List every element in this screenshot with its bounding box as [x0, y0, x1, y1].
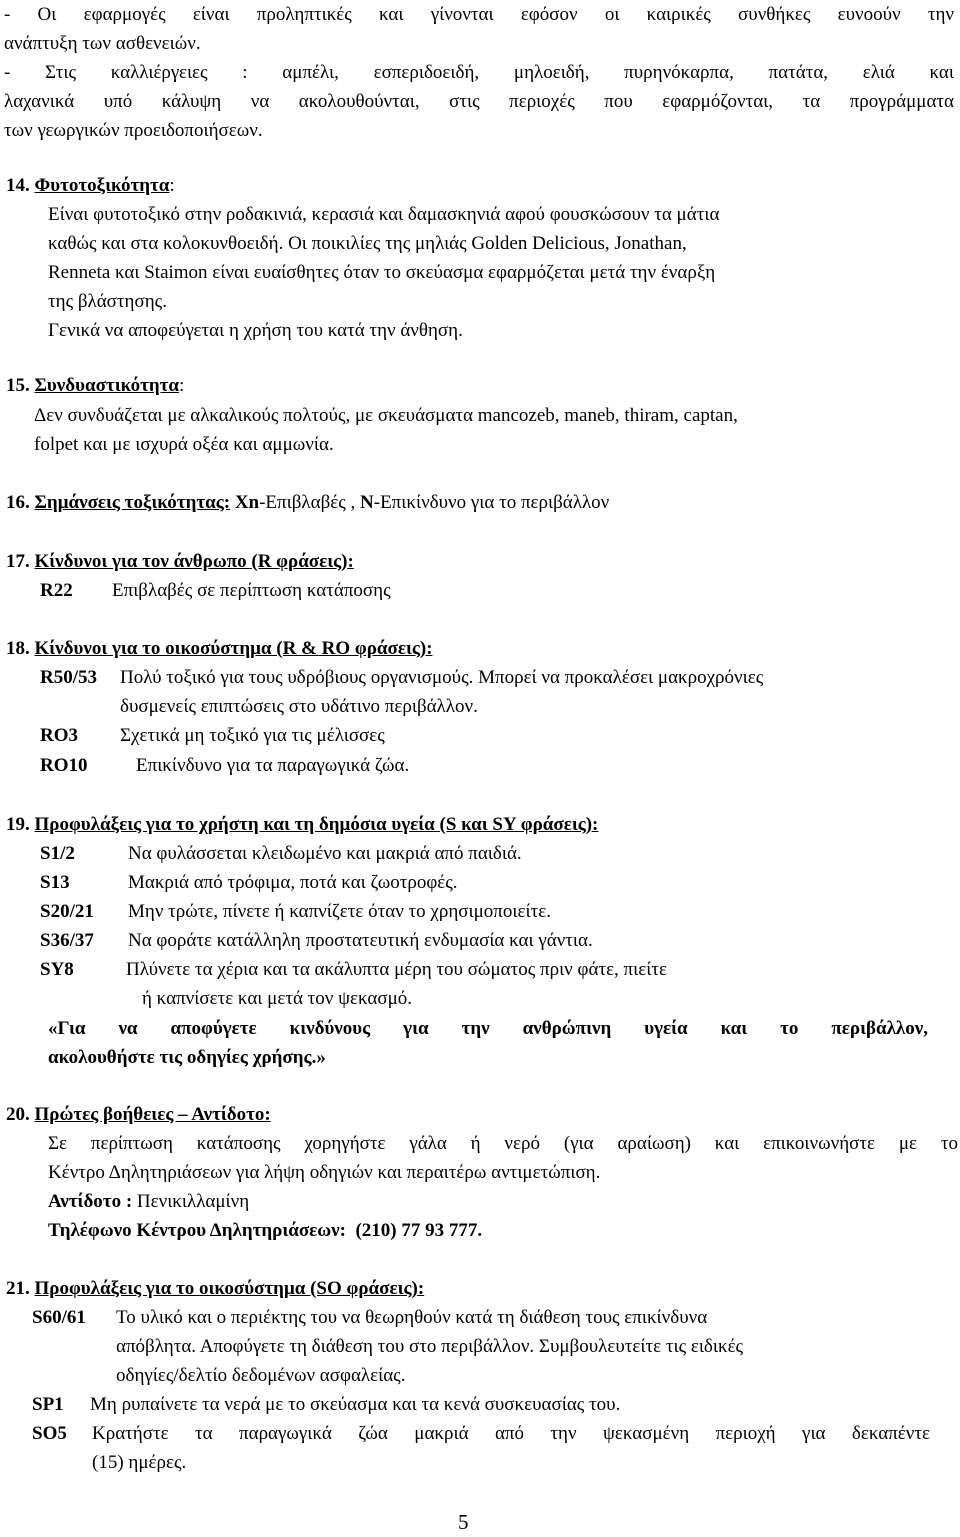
phrase-code: R22	[40, 580, 73, 601]
section-19-phrase	[40, 839, 522, 868]
section-19-phrase	[40, 955, 667, 984]
antidote-label: Αντίδοτο :	[48, 1191, 133, 1212]
phrase-code: S20/21	[40, 901, 94, 922]
page-number: 5	[458, 1510, 469, 1534]
section-21-s6061-line-3: οδηγίες/δελτίο δεδομένων ασφαλείας.	[116, 1365, 406, 1386]
phrase-code: R50/53	[40, 667, 97, 688]
section-21-so5-cont: (15) ημέρες.	[92, 1452, 187, 1473]
antidote-value: Πενικιλλαμίνη	[132, 1191, 250, 1212]
phrase-text: Κρατήστε τα παραγωγικά ζώα μακριά από την ψεκασμένη περιοχή για δεκαπέντε	[92, 1423, 930, 1444]
section-14-heading	[6, 171, 175, 200]
phrase-code: SO5	[32, 1423, 67, 1444]
section-17-number: 17.	[6, 551, 30, 572]
intro-line-4: λαχανικά υπό κάλυψη να ακολουθούνται, στις περιοχές που εφαρμόζονται, τα προγράμματα	[4, 91, 954, 112]
phone-value: (210) 77 93 777.	[345, 1220, 483, 1241]
phrase-text: Να φοράτε κατάλληλη προστατευτική ενδυμασία και γάντια.	[128, 930, 593, 951]
phrase-text: Επιβλαβές σε περίπτωση κατάποσης	[112, 580, 391, 601]
section-19-phrase	[40, 868, 458, 897]
section-15-heading	[6, 371, 184, 400]
phrase-text: Πλύνετε τα χέρια και τα ακάλυπτα μέρη του σώματος πριν φάτε, πιείτε	[126, 959, 667, 980]
intro-line-5: των γεωργικών προειδοποιήσεων.	[4, 120, 263, 141]
section-19-sy8-cont: ή καπνίσετε και μετά τον ψεκασμό.	[142, 988, 413, 1009]
section-15-line-1: Δεν συνδυάζεται με αλκαλικούς πολτούς, με σκευάσματα mancozeb, maneb, thiram, captan,	[34, 405, 738, 426]
poison-center-phone	[48, 1216, 482, 1245]
section-21-so5	[32, 1419, 930, 1448]
phrase-text: Πολύ τοξικό για τους υδρόβιους οργανισμούς. Μπορεί να προκαλέσει μακροχρόνιες	[120, 667, 764, 688]
phone-label: Τηλέφωνο Κέντρου Δηλητηριάσεων:	[48, 1220, 346, 1241]
section-16-xn-code: Xn	[234, 492, 260, 513]
section-20-line-2: Κέντρο Δηλητηριάσεων για λήψη οδηγιών και περαιτέρω αντιμετώπιση.	[48, 1162, 601, 1183]
section-19-number: 19.	[6, 814, 30, 835]
phrase-code: SP1	[32, 1394, 64, 1415]
section-15-line-2: folpet και με ισχυρά οξέα και αμμωνία.	[34, 434, 334, 455]
section-18-ro3	[40, 721, 385, 750]
antidote-line	[48, 1187, 249, 1216]
section-21-number: 21.	[6, 1278, 30, 1299]
section-14-line-2: καθώς και στα κολοκυνθοειδή. Οι ποικιλίες της μηλιάς Golden Delicious, Jonathan,	[48, 233, 687, 254]
phrase-code: S1/2	[40, 843, 75, 864]
section-14-line-1: Είναι φυτοτοξικό στην ροδακινιά, κερασιά και δαμασκηνιά αφού φουσκώσουν τα μάτια	[48, 204, 720, 225]
intro-line-2: ανάπτυξη των ασθενειών.	[4, 33, 201, 54]
section-20-line-1: Σε περίπτωση κατάποσης χορηγήστε γάλα ή νερό (για αραίωση) και επικοινωνήστε με το	[48, 1133, 958, 1154]
section-18-r5053-cont: δυσμενείς επιπτώσεις στο υδάτινο περιβάλλον.	[120, 696, 478, 717]
section-15-number: 15.	[6, 375, 30, 396]
section-15-colon: :	[179, 375, 185, 396]
phrase-code: S60/61	[32, 1307, 86, 1328]
intro-line-3: - Στις καλλιέργειες : αμπέλι, εσπεριδοειδή, μηλοειδή, πυρηνόκαρπα, πατάτα, ελιά και	[4, 62, 954, 83]
section-18-title: Κίνδυνοι για το οικοσύστημα (R & RO φράσεις):	[34, 638, 433, 659]
section-16-title: Σημάνσεις τοξικότητας:	[34, 492, 231, 513]
section-19-phrase	[40, 897, 551, 926]
section-17-phrase	[40, 576, 391, 605]
section-16-n-text: -Επικίνδυνο για το περιβάλλον	[373, 492, 610, 513]
section-16-heading	[6, 488, 609, 517]
section-15-title: Συνδυαστικότητα	[34, 375, 179, 396]
section-18-ro10	[40, 751, 409, 780]
phrase-text: Μακριά από τρόφιμα, ποτά και ζωοτροφές.	[128, 872, 458, 893]
phrase-text: Να φυλάσσεται κλειδωμένο και μακριά από παιδιά.	[128, 843, 522, 864]
phrase-code: RO3	[40, 725, 78, 746]
phrase-text: Το υλικό και ο περιέκτης του να θεωρηθούν κατά τη διάθεση τους επικίνδυνα	[116, 1307, 708, 1328]
section-21-s6061-line-2: απόβλητα. Αποφύγετε τη διάθεση του στο περιβάλλον. Συμβουλευτείτε τις ειδικές	[116, 1336, 744, 1357]
section-14-colon: :	[169, 175, 175, 196]
section-21-title: Προφυλάξεις για το οικοσύστημα (SO φράσεις):	[34, 1278, 425, 1299]
section-19-phrase	[40, 926, 593, 955]
phrase-code: SY8	[40, 959, 74, 980]
intro-line-1: - Οι εφαρμογές είναι προληπτικές και γίνονται εφόσον οι καιρικές συνθήκες ευνοούν την	[4, 4, 954, 25]
safety-notice-line-2: ακολουθήστε τις οδηγίες χρήσης.»	[48, 1047, 326, 1068]
section-18-r5053	[40, 663, 763, 692]
section-16-number: 16.	[6, 492, 30, 513]
section-17-heading	[6, 547, 354, 576]
safety-notice-line-1: «Για να αποφύγετε κινδύνους για την ανθρώπινη υγεία και το περιβάλλον,	[48, 1018, 928, 1039]
section-14-line-3: Renneta και Staimon είναι ευαίσθητες όταν το σκεύασμα εφαρμόζεται μετά την έναρξη	[48, 262, 716, 283]
section-14-line-5: Γενικά να αποφεύγεται η χρήση του κατά την άνθηση.	[48, 320, 463, 341]
section-14-number: 14.	[6, 175, 30, 196]
section-14-title: Φυτοτοξικότητα	[34, 175, 170, 196]
section-16-xn-text: -Επιβλαβές ,	[259, 492, 361, 513]
section-20-number: 20.	[6, 1104, 30, 1125]
section-21-sp1	[32, 1390, 620, 1419]
phrase-text: Μη ρυπαίνετε τα νερά με το σκεύασμα και τα κενά συσκευασίας του.	[90, 1394, 621, 1415]
section-20-heading	[6, 1100, 271, 1129]
section-18-heading	[6, 634, 433, 663]
phrase-text: Σχετικά μη τοξικό για τις μέλισσες	[120, 725, 385, 746]
section-18-number: 18.	[6, 638, 30, 659]
section-19-title: Προφυλάξεις για το χρήστη και τη δημόσια υγεία (S και SY φράσεις):	[34, 814, 599, 835]
phrase-code: S36/37	[40, 930, 94, 951]
phrase-text: Μην τρώτε, πίνετε ή καπνίζετε όταν το χρησιμοποιείτε.	[128, 901, 551, 922]
phrase-code: RO10	[40, 755, 88, 776]
section-17-title: Κίνδυνοι για τον άνθρωπο (R φράσεις):	[34, 551, 354, 572]
section-14-line-4: της βλάστησης.	[48, 291, 167, 312]
section-20-title: Πρώτες βοήθειες – Αντίδοτο:	[34, 1104, 271, 1125]
phrase-code: S13	[40, 872, 70, 893]
section-21-heading	[6, 1274, 424, 1303]
section-16-n-code: N	[360, 492, 374, 513]
section-21-s6061	[32, 1303, 707, 1332]
phrase-text: Επικίνδυνο για τα παραγωγικά ζώα.	[136, 755, 410, 776]
section-19-heading	[6, 810, 598, 839]
